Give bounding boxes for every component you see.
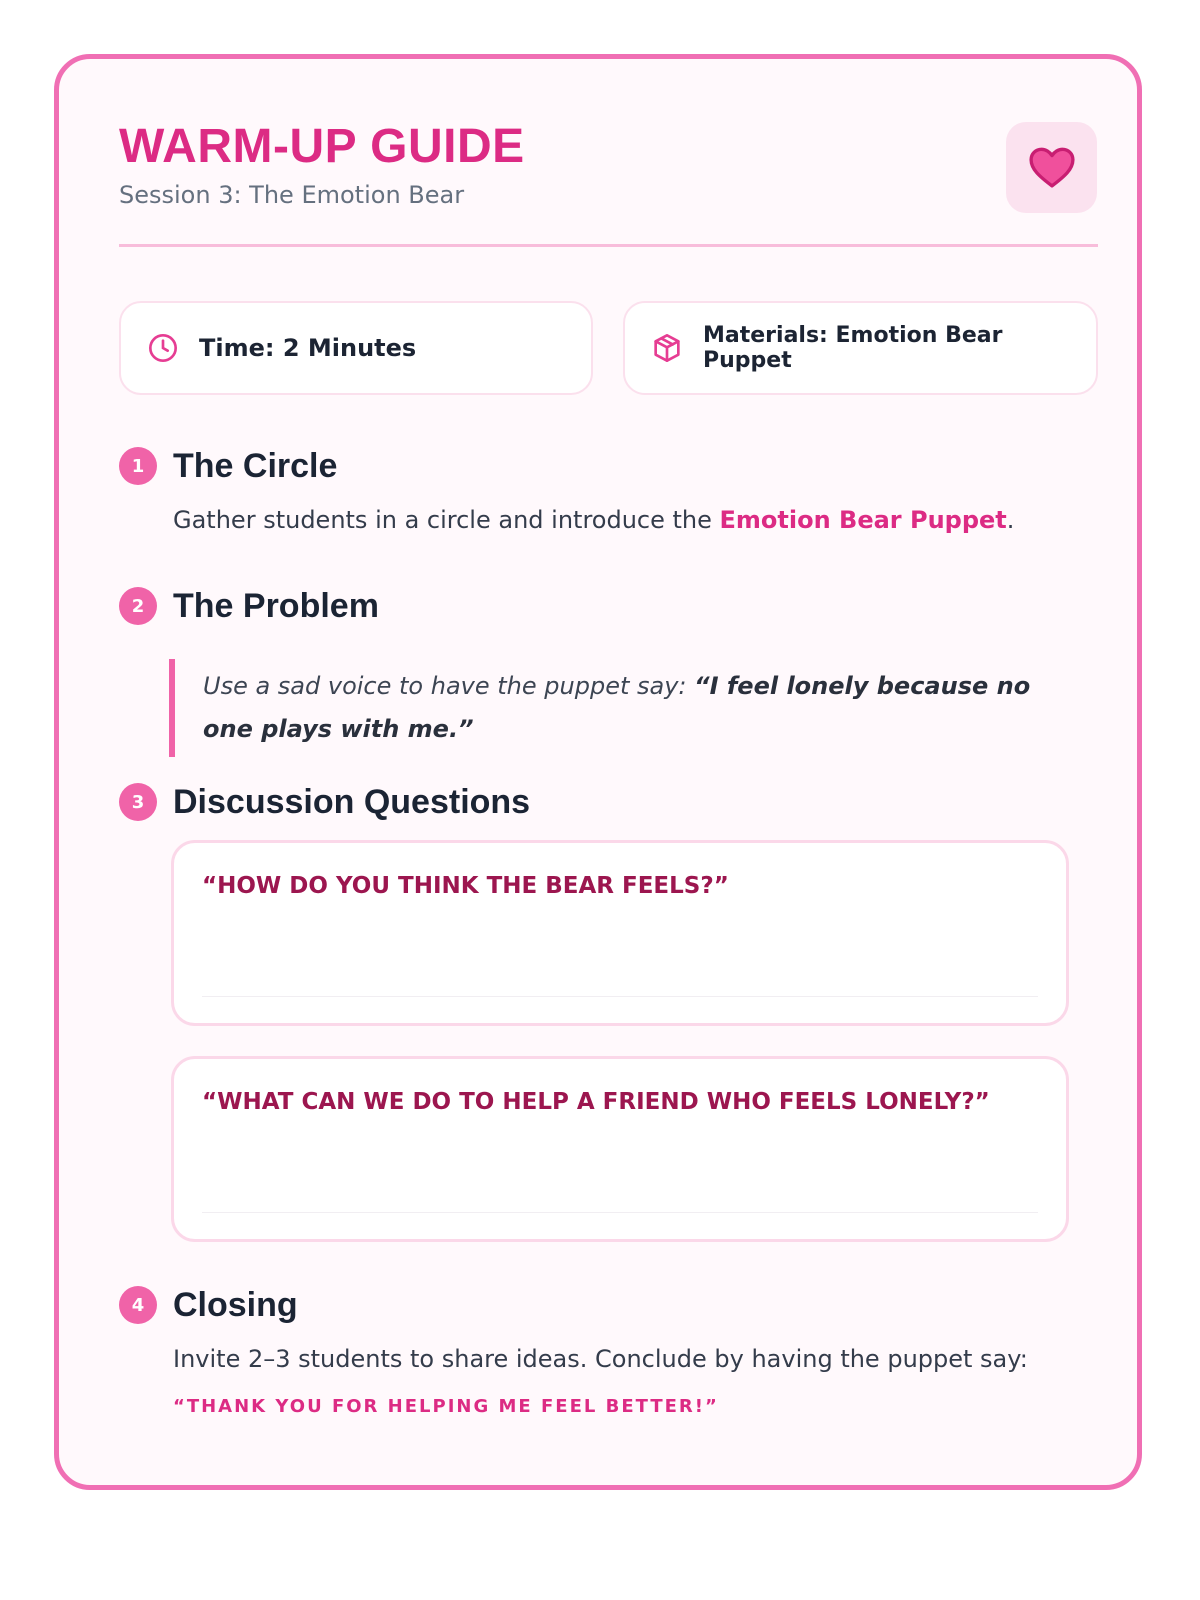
emotion-bear-highlight: Emotion Bear Puppet (719, 506, 1007, 534)
step-circle-text-end: . (1006, 506, 1015, 534)
step-heading-problem: The Problem (173, 587, 379, 625)
step-circle-text (173, 506, 1014, 535)
step-heading-closing: Closing (173, 1286, 298, 1324)
step-circle-text-lead: Gather students in a circle and introduce the (173, 506, 720, 534)
closing-quote: “THANK YOU FOR HELPING ME FEEL BETTER!” (173, 1396, 719, 1417)
page-title: WARM-UP GUIDE (119, 120, 525, 173)
answer-line (202, 996, 1038, 997)
box-icon (651, 332, 683, 364)
step-heading-discussion: Discussion Questions (173, 783, 531, 821)
time-label: Time: 2 Minutes (199, 334, 417, 362)
warm-up-guide-card (54, 54, 1142, 1490)
answer-line (202, 1212, 1038, 1213)
puppet-quote-block (169, 659, 1049, 757)
closing-text: Invite 2–3 students to share ideas. Conclude by having the puppet say: (173, 1345, 1028, 1373)
discussion-question-card (171, 840, 1069, 1026)
quote-lead: Use a sad voice to have the puppet say: (203, 672, 695, 700)
time-info-box (119, 301, 593, 395)
step-number-badge: 1 (119, 447, 157, 485)
materials-label: Materials: Emotion Bear Puppet (703, 323, 1003, 373)
header-divider (119, 244, 1098, 247)
clock-icon (147, 332, 179, 364)
discussion-question: “HOW DO YOU THINK THE BEAR FEELS?” (202, 873, 729, 899)
step-number-badge: 4 (119, 1286, 157, 1324)
heart-badge (1006, 122, 1097, 213)
step-number-badge: 3 (119, 783, 157, 821)
step-number-badge: 2 (119, 587, 157, 625)
discussion-question-card (171, 1056, 1069, 1242)
session-subtitle: Session 3: The Emotion Bear (119, 181, 465, 209)
puppet-quote: “I feel lonely because no one plays with me.” (203, 672, 1031, 743)
discussion-question: “WHAT CAN WE DO TO HELP A FRIEND WHO FEELS LONELY?” (202, 1089, 990, 1115)
step-heading-circle: The Circle (173, 447, 338, 485)
heart-icon (1026, 143, 1078, 193)
materials-info-box (623, 301, 1098, 395)
